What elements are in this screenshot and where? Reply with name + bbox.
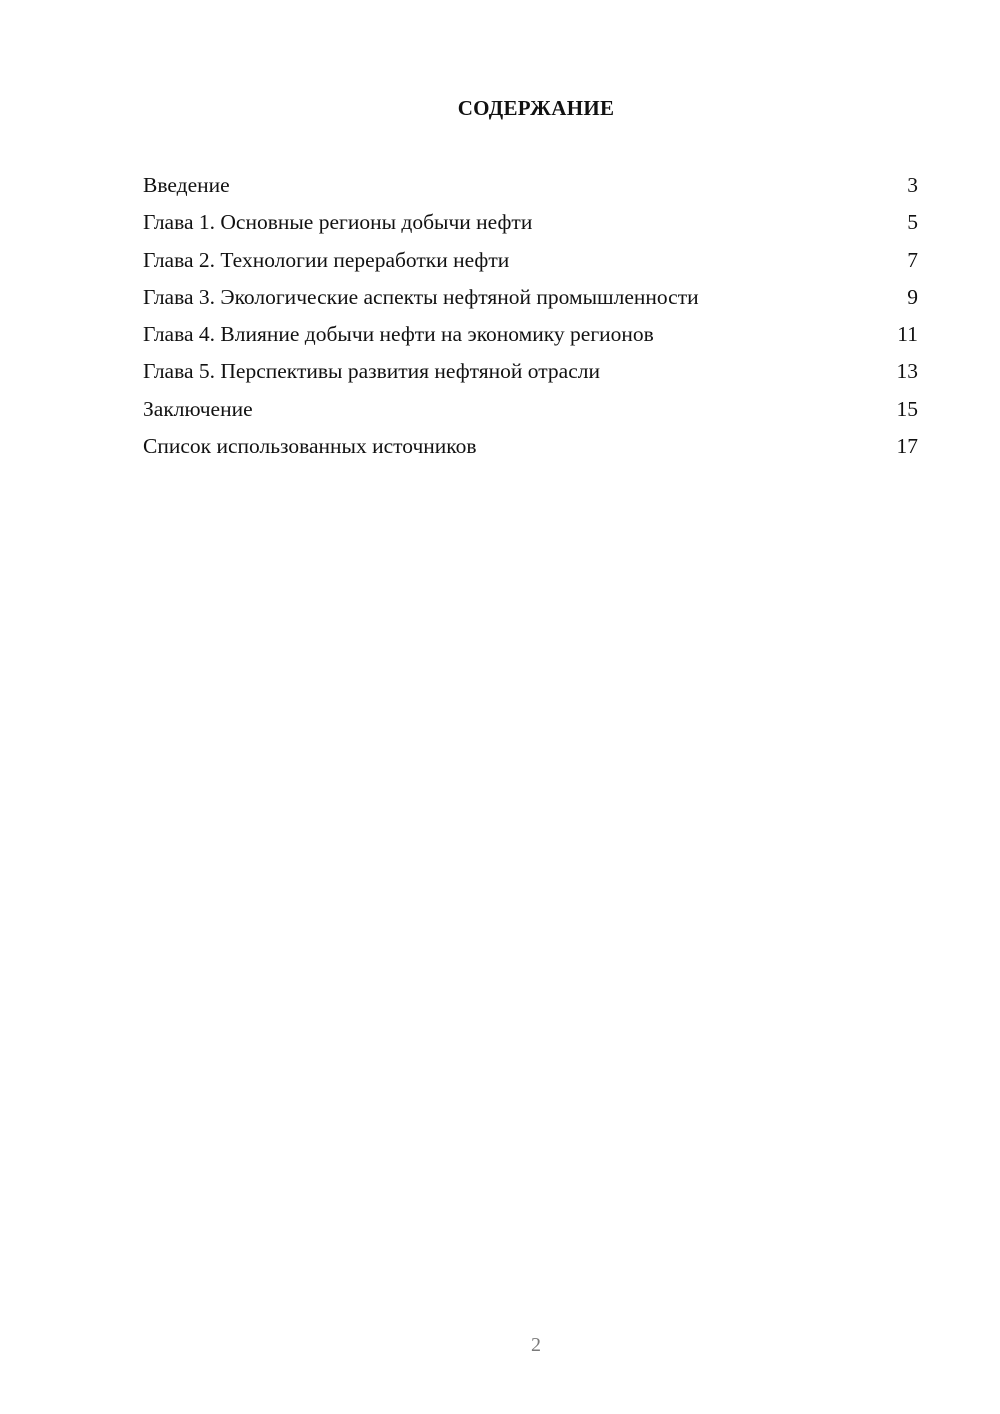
toc-entry-page: 9 xyxy=(907,284,918,309)
toc-entry-chapter-3 xyxy=(143,279,918,316)
toc-heading: СОДЕРЖАНИЕ xyxy=(457,96,615,120)
toc-entry-page: 17 xyxy=(896,434,918,459)
toc-entry-page: 15 xyxy=(896,396,918,421)
toc-entry-title: Глава 1. Основные регионы добычи нефти xyxy=(143,210,533,235)
toc-entry-page: 5 xyxy=(907,210,918,235)
toc-entry-title: Глава 3. Экологические аспекты нефтяной промышленности xyxy=(143,284,699,309)
toc-entry-page: 11 xyxy=(897,322,918,347)
toc-entry-title: Список использованных источников xyxy=(143,434,477,459)
toc-entry-chapter-2 xyxy=(143,242,918,279)
toc-entry-title: Глава 2. Технологии переработки нефти xyxy=(143,247,510,272)
toc-entry-title: Глава 4. Влияние добычи нефти на экономику регионов xyxy=(143,322,654,347)
toc-entry-title: Введение xyxy=(143,173,230,197)
toc-entry-page: 7 xyxy=(907,247,918,272)
toc-entry-introduction xyxy=(143,167,918,204)
toc-entry-references xyxy=(143,428,918,465)
toc-entry-conclusion xyxy=(143,391,918,428)
toc-entry-title: Глава 5. Перспективы развития нефтяной отрасли xyxy=(143,359,601,384)
table-of-contents xyxy=(143,167,918,465)
toc-entry-chapter-1 xyxy=(143,204,918,241)
toc-entry-title: Заключение xyxy=(143,396,253,421)
page-number: 2 xyxy=(531,1334,541,1356)
toc-entry-page: 13 xyxy=(896,359,918,384)
toc-entry-page: 3 xyxy=(907,173,918,197)
toc-entry-chapter-5 xyxy=(143,353,918,390)
toc-entry-chapter-4 xyxy=(143,316,918,353)
